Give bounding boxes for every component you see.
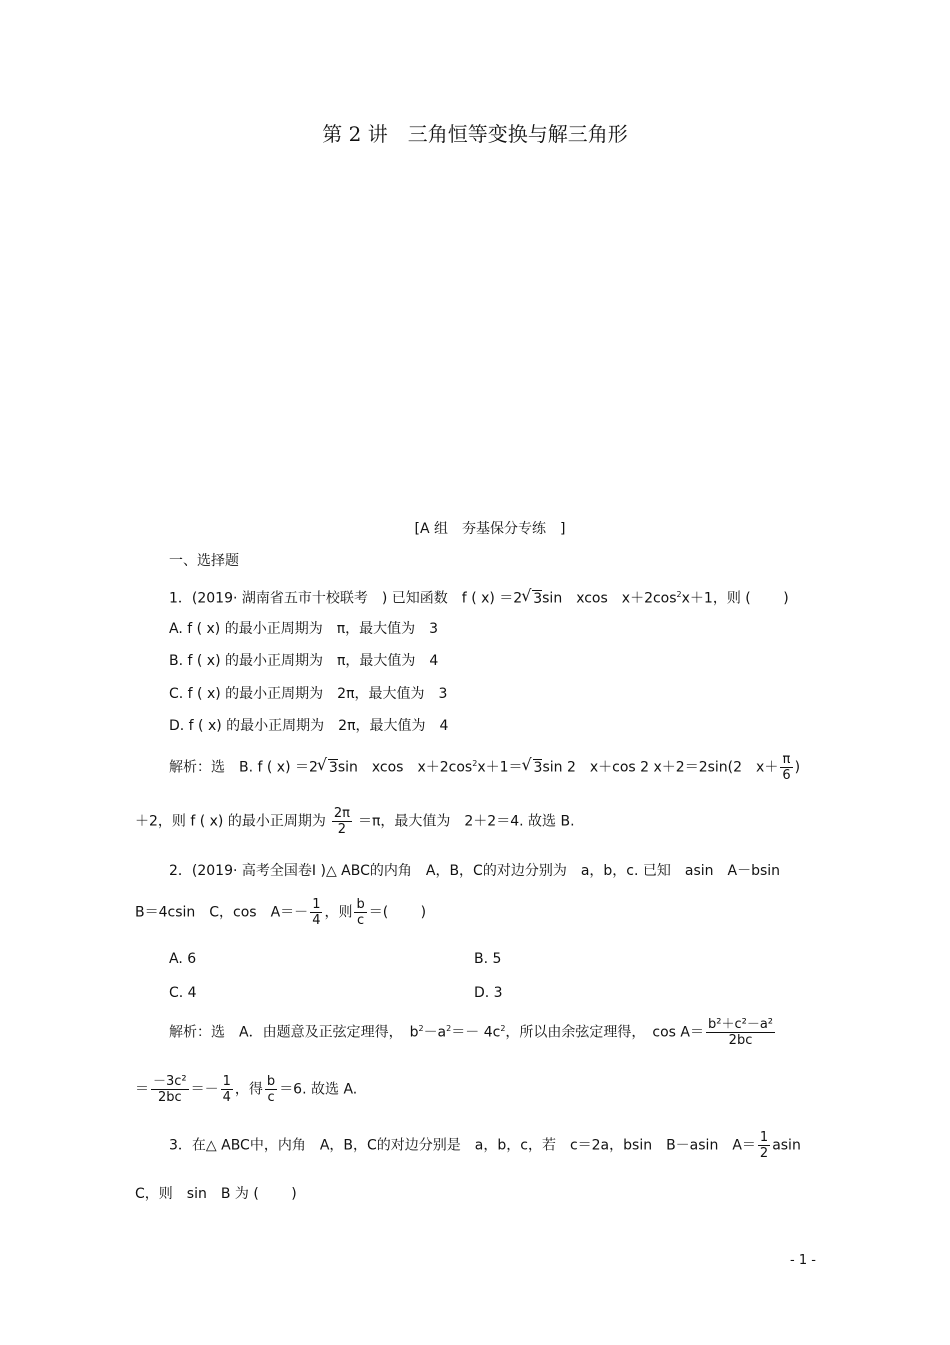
page-title: 第 2 讲 三角恒等变换与解三角形 [322, 122, 628, 146]
question-1-option-c: C. f ( x) 的最小正周期为 2π，最大值为 3 [169, 686, 448, 702]
question-1-solution-line-1: 解析：选 B. f ( x) ＝2√ 3sin xcos $x+2\cos^2x+1=√$ 3sin 2 x＋cos 2 x＋2＝2sin(2 x＋ $\frac{\pi}{6}$ ) [169, 752, 800, 783]
fraction: $\frac{1}{4}$ [312, 897, 321, 928]
question-1-option-d: D. f ( x) 的最小正周期为 2π，最大值为 4 [169, 718, 449, 734]
group-header: [A 组 夯基保分专练 ] [414, 521, 566, 537]
question-1-option-b: B. f ( x) 的最小正周期为 π，最大值为 4 [169, 653, 439, 669]
sqrt-symbol: √ 3 [532, 590, 542, 607]
sqrt-symbol: √ 3 [328, 759, 338, 776]
question-2-stem-line-1: 2．(2019· 高考全国卷Ⅰ )△ ABC的内角 A，B，C的对边分别为 a，b，c. 已知 asin A－bsin [169, 863, 781, 879]
fraction: $\frac{\text{b²＋c²－a²}}{2bc}$ [708, 1017, 774, 1048]
question-1-option-a: A. f ( x) 的最小正周期为 π，最大值为 3 [169, 621, 439, 637]
fraction: $\frac{2\pi}{2}$ [333, 806, 350, 837]
question-2-solution-line-2: ＝ $\frac{\text{－3c²}}{2bc}$ ＝－ $\frac{1}{4}$ ，得 $\frac{b}{c}$ ＝6. 故选 A. [135, 1074, 358, 1105]
question-2-option-c: C. 4 [169, 985, 197, 1001]
fraction: $\frac{1}{2}$ [759, 1130, 769, 1161]
question-1-stem: 1．(2019· 湖南省五市十校联考 ) 已知函数 f ( x) ＝2√ 3sin xcos $x+2\cos^2x+1$，则 ( ) [169, 586, 789, 608]
fraction: $\frac{\text{－3c²}}{2bc}$ [153, 1074, 187, 1105]
fraction: $\frac{b}{c}$ [356, 897, 365, 928]
question-2-option-b: B. 5 [474, 951, 502, 967]
question-3-stem-line-1: 3．在△ ABC中，内角 A，B，C的对边分别是 a，b，c，若 c＝2a，bsin B－asin A＝ $\frac{1}{2}$ asin [169, 1130, 801, 1161]
question-2-solution-line-1: 解析：选 A．由题意及正弦定理得， $b^2-a^2=- 4c^2$，所以由余弦定理得， cos A＝ $\frac{\text{b²＋c²－a²}}{2bc}$ [169, 1017, 774, 1048]
question-1-solution-line-2: ＋2，则 f ( x) 的最小正周期为 $\frac{2\pi}{2}$ ＝π，最大值为 2＋2＝4. 故选 B. [135, 806, 575, 837]
fraction: $\frac{1}{4}$ [222, 1074, 231, 1105]
sqrt-symbol: √ 3 [533, 759, 543, 776]
fraction: $\frac{b}{c}$ [266, 1074, 276, 1105]
section-heading: 一、选择题 [169, 553, 239, 569]
question-2-option-d: D. 3 [474, 985, 503, 1001]
question-2-option-a: A. 6 [169, 951, 197, 967]
page-number: - 1 - [790, 1253, 816, 1268]
question-3-stem-line-2: C，则 sin B 为 ( ) [135, 1186, 297, 1202]
fraction: $\frac{\pi}{6}$ [782, 752, 791, 783]
question-2-stem-line-2: B＝4csin C，cos A＝－ $\frac{1}{4}$ ，则 $\frac{b}{c}$ ＝( ) [135, 897, 427, 928]
